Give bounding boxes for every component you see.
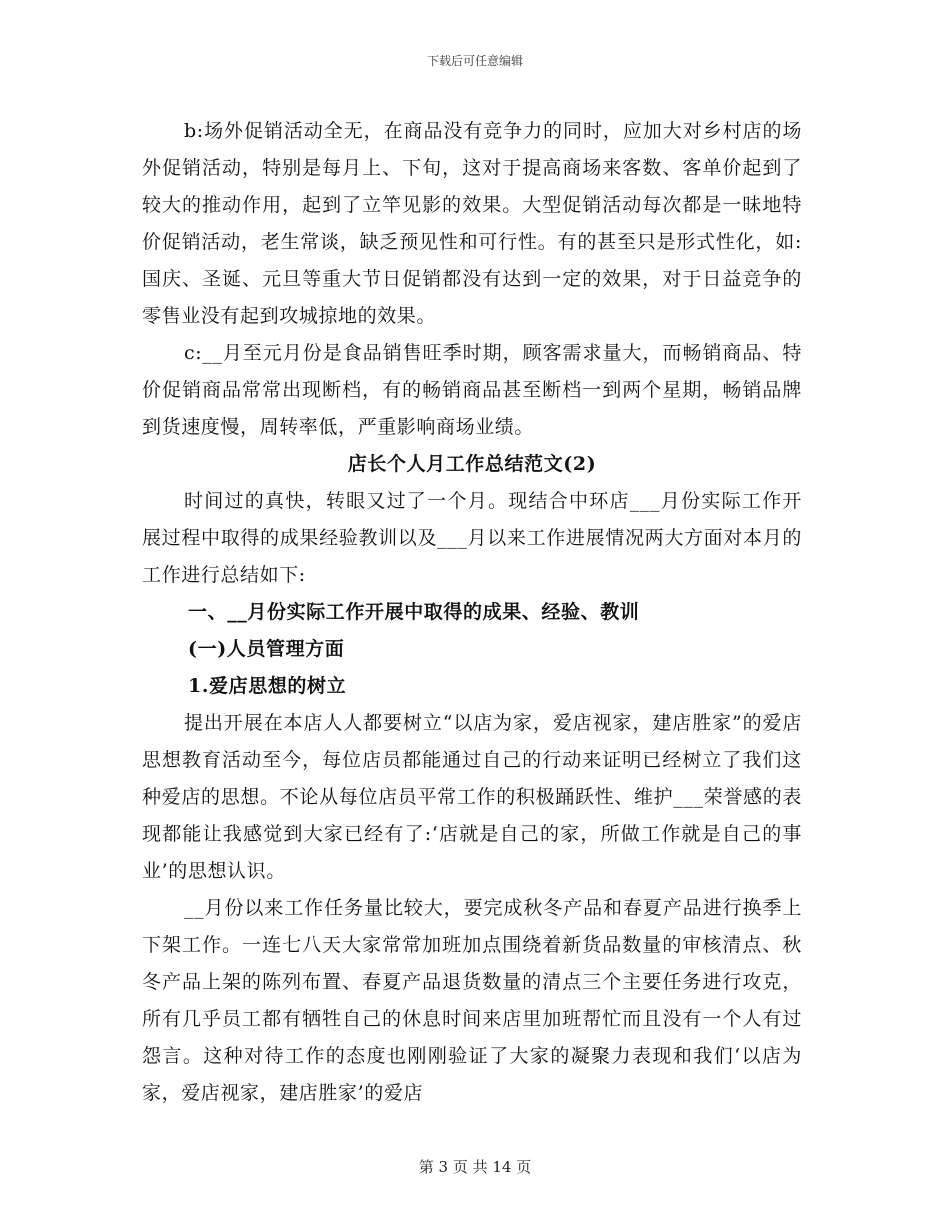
paragraph-workload: __月份以来工作任务量比较大，要完成秋冬产品和春夏产品进行换季上下架工作。一连七八天大家常常加班加点围绕着新货品数量的审核清点、秋冬产品上架的陈列布置、春夏产品退货数量的清点三个主要任务进行攻克，所有几乎员工都有牺牲自己的休息时间来店里加班帮忙而且没有一个人有过怨言。这种对待工作的态度也刚刚验证了大家的凝聚力表现和我们‘以店为家，爱店视家，建店胜家’的爱店 xyxy=(142,897,802,1104)
heading-level-3: 1.爱店思想的树立 xyxy=(188,675,347,697)
paragraph-promotion-c: c:__月至元月份是食品销售旺季时期，顾客需求量大，而畅销商品、特价促销商品常常出现断档，有的畅销商品甚至断档一到两个星期，畅销品牌到货速度慢，周转率低，严重影响商场业绩。 xyxy=(142,342,802,438)
paragraph-intro: 时间过的真快，转眼又过了一个月。现结合中环店___月份实际工作开展过程中取得的成果经验教训以及___月以来工作进展情况两大方面对本月的工作进行总结如下: xyxy=(142,490,802,586)
paragraph-store-spirit: 提出开展在本店人人都要树立“以店为家，爱店视家，建店胜家”的爱店思想教育活动至今，每位店员都能通过自己的行动来证明已经树立了我们这种爱店的思想。不论从每位店员平常工作的积极踊跃性、维护___荣誉感的表现都能让我感觉到大家已经有了:‘店就是自己的家，所做工作就是自己的事业’的思想认识。 xyxy=(142,712,802,882)
heading-level-2: (一)人员管理方面 xyxy=(188,638,345,660)
page-header: 下载后可任意编辑 xyxy=(426,54,523,68)
paragraph-promotion-b: b:场外促销活动全无，在商品没有竞争力的同时，应加大对乡村店的场外促销活动，特别是每月上、下旬，这对于提高商场来客数、客单价起到了较大的推动作用，起到了立竿见影的效果。大型促销活动每次都是一昧地特价促销活动，老生常谈，缺乏预见性和可行性。有的甚至只是形式性化，如:国庆、圣诞、元旦等重大节日促销都没有达到一定的效果，对于日益竞争的零售业没有起到攻城掠地的效果。 xyxy=(142,120,802,327)
document-body xyxy=(142,113,802,1112)
heading-level-1: 一、__月份实际工作开展中取得的成果、经验、教训 xyxy=(188,601,640,623)
section-title: 店长个人月工作总结范文(2) xyxy=(347,453,597,475)
page-number: 第 3 页 共 14 页 xyxy=(418,1158,532,1176)
